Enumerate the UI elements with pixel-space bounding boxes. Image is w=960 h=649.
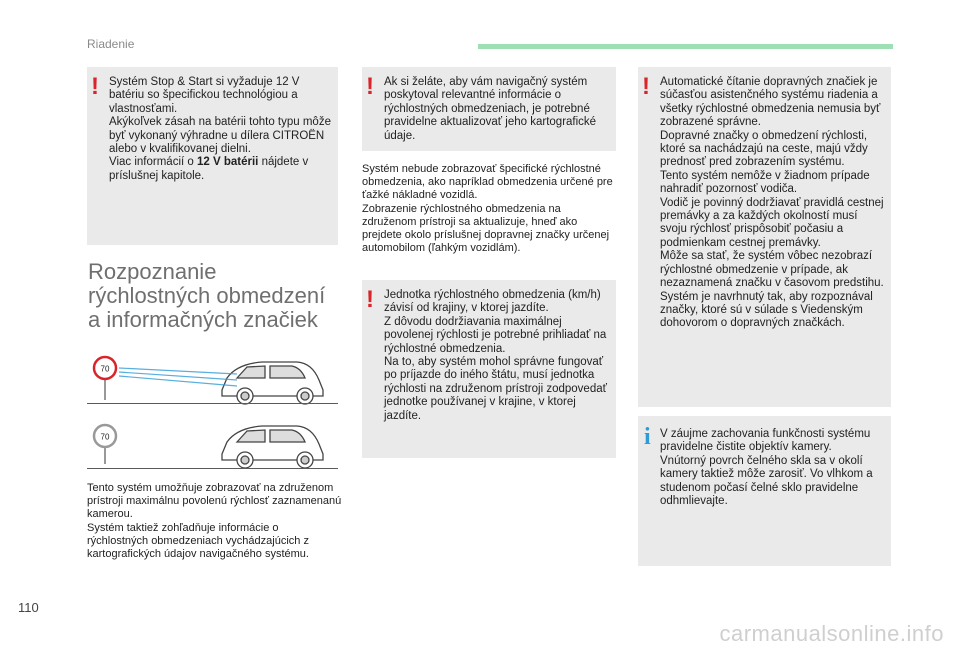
- car-icon: [222, 362, 323, 404]
- road-line-2: [87, 468, 338, 469]
- warning-note-recognition: [638, 67, 891, 407]
- warning-note-units: [362, 280, 616, 458]
- exclamation-icon: !: [366, 286, 374, 313]
- illustration-speed-sign-recognized: [87, 350, 338, 410]
- exclamation-icon: !: [91, 73, 99, 100]
- section-title: Rozpoznanie rýchlostných obmedzení a informačných značiek: [88, 259, 326, 332]
- warning-note-battery: [87, 67, 338, 245]
- note-recognition-text: Automatické čítanie dopravných značiek je súčasťou asistenčného systému riadenia a všetky rýchlostné obmedzenia nemusia byť zobrazené správne. Dopravné značky o obmedzení rýchlosti, ktoré sa nachádzajú na ceste, majú vždy prednosť pred zobrazením systému. Tento systém nemôže v žiadnom prípade nahradiť pozornosť vodiča. Vodič je povinný dodržiavať pravidlá cestnej premávky a za každých okolností musí svoju rýchlosť prispôsobiť počasiu a podmienkam cestnej premávky. Môže sa stať, že systém vôbec nezobrazí rýchlostné obmedzenie v prípade, ak nezaznamená značku v časovom predstihu. Systém je navrhnutý tak, aby rozpoznával značky, ktoré sú v súlade s Viedenským dohovorom o dopravných značkách.: [660, 76, 884, 330]
- svg-text:70: 70: [100, 432, 110, 442]
- info-note-camera: [638, 416, 891, 566]
- road-line-1: [87, 403, 338, 404]
- header-accent-bar: [478, 44, 893, 49]
- left-paragraph: Tento systém umožňuje zobrazovať na združenom prístroji maximálnu povolenú rýchlosť zaznamenanú kamerou. Systém taktiež zohľadňuje informácie o rýchlostných obmedzeniach vychádzajúcich z kartografických údajov navigačného systému.: [87, 482, 342, 561]
- illustration-speed-sign-map: [87, 418, 338, 472]
- note-battery-text: Systém Stop & Start si vyžaduje 12 V batériu so špecifickou technológiou a vlastnosťami. Akýkoľvek zásah na batérii tohto typu môže byť vykonaný výhradne u dílera CITROËN alebo v kvalifikovanej dielni. Viac informácií o 12 V batérii nájdete v príslušnej kapitole.: [109, 76, 331, 182]
- middle-paragraph: Systém nebude zobrazovať špecifické rýchlostné obmedzenia, ako napríklad obmedzenia určené pre ťažké nákladné vozidlá. Zobrazenie rýchlostného obmedzenia na združenom prístroji sa aktualizuje, hneď ako prejdete okolo príslušnej dopravnej značky určenej automobilom (ľahkým vozidlám).: [362, 163, 613, 255]
- exclamation-icon: !: [642, 73, 650, 100]
- header-title: Riadenie: [87, 37, 135, 51]
- watermark: carmanualsonline.info: [719, 621, 944, 646]
- note-camera-text: V záujme zachovania funkčnosti systému pravidelne čistite objektív kamery. Vnútorný povrch čelného skla sa v okolí kamery taktiež môže zarosiť. Vo vlhkom a studenom počasí čelné sklo pravidelne odhmlievajte.: [660, 428, 873, 508]
- car-icon: [222, 426, 323, 468]
- note-navigation-text: Ak si želáte, aby vám navigačný systém poskytoval relevantné informácie o rýchlostných obmedzeniach, je potrebné pravidelne aktualizovať jeho kartografické údaje.: [384, 76, 597, 142]
- svg-text:70: 70: [100, 364, 110, 374]
- exclamation-icon: !: [366, 73, 374, 100]
- page-number: 110: [18, 600, 39, 615]
- info-icon: i: [644, 424, 651, 450]
- note-units-text: Jednotka rýchlostného obmedzenia (km/h) závisí od krajiny, v ktorej jazdíte. Z dôvodu dodržiavania maximálnej povolenej rýchlosti je potrebné prihliadať na rýchlostné obmedzenia. Na to, aby systém mohol správne fungovať po príjazde do iného štátu, musí jednotka rýchlosti na združenom prístroji zodpovedať jednotke používanej v krajine, v ktorej jazdíte.: [384, 289, 607, 422]
- warning-note-navigation: [362, 67, 616, 151]
